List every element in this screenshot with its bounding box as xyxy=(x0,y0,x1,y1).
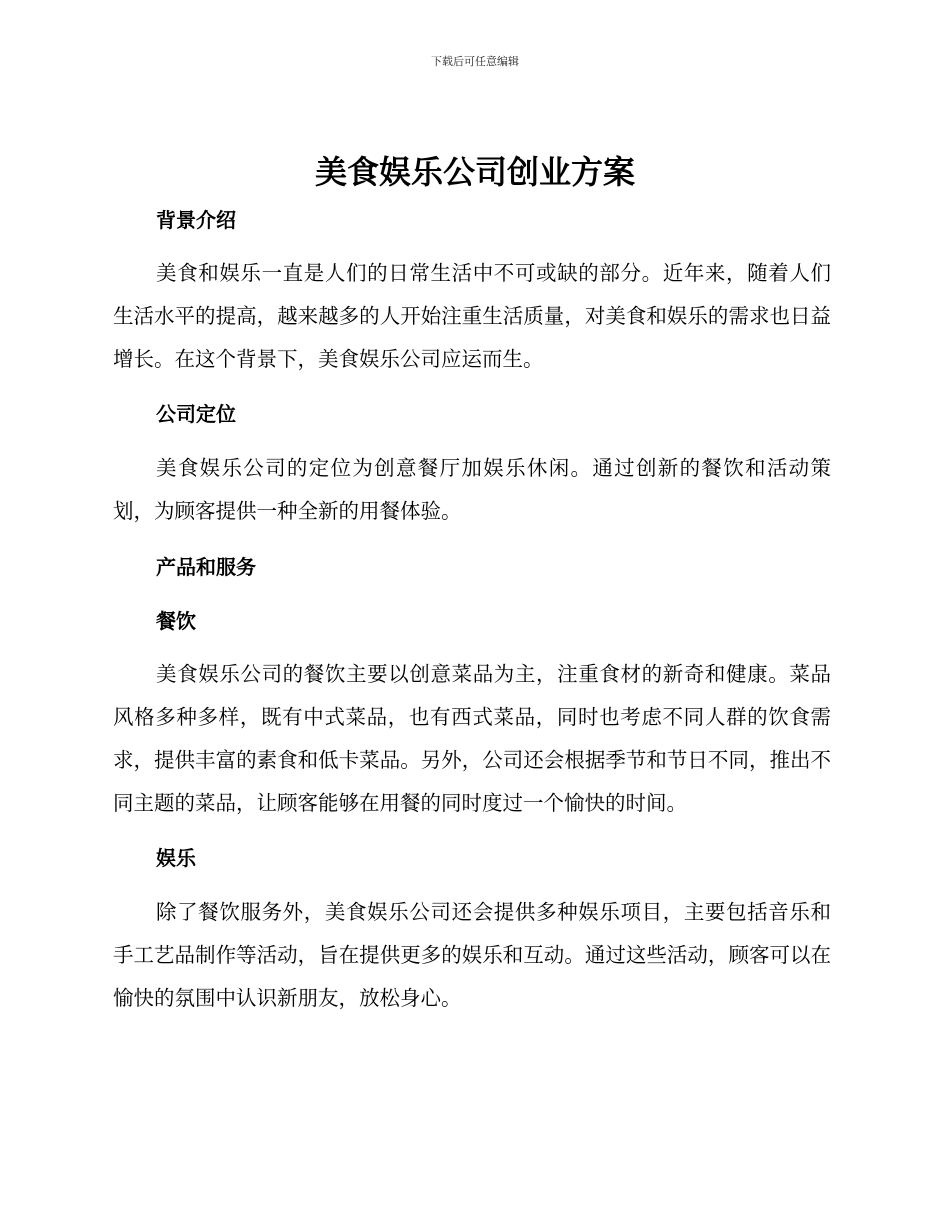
section-paragraph-background: 美食和娱乐一直是人们的日常生活中不可或缺的部分。近年来，随着人们生活水平的提高，越来越多的人开始注重生活质量，对美食和娱乐的需求也日益增长。在这个背景下，美食娱乐公司应运而生。 xyxy=(113,261,831,371)
section-paragraph-dining: 美食娱乐公司的餐饮主要以创意菜品为主，注重食材的新奇和健康。菜品风格多种多样，既有中式菜品，也有西式菜品，同时也考虑不同人群的饮食需求，提供丰富的素食和低卡菜品。另外，公司还会根据季节和节日不同，推出不同主题的菜品，让顾客能够在用餐的同时度过一个愉快的时间。 xyxy=(113,662,831,815)
section-paragraph-entertainment: 除了餐饮服务外，美食娱乐公司还会提供多种娱乐项目，主要包括音乐和手工艺品制作等活动，旨在提供更多的娱乐和互动。通过这些活动，顾客可以在愉快的氛围中认识新朋友，放松身心。 xyxy=(113,900,831,1010)
document-title: 美食娱乐公司创业方案 xyxy=(314,153,635,191)
section-heading-products: 产品和服务 xyxy=(156,555,256,579)
section-heading-dining: 餐饮 xyxy=(156,609,196,633)
section-heading-positioning: 公司定位 xyxy=(156,402,236,426)
section-heading-entertainment: 娱乐 xyxy=(156,846,196,870)
section-paragraph-positioning: 美食娱乐公司的定位为创意餐厅加娱乐休闲。通过创新的餐饮和活动策划，为顾客提供一种全新的用餐体验。 xyxy=(113,456,831,523)
section-heading-background: 背景介绍 xyxy=(156,208,236,232)
page-header-note: 下载后可任意编辑 xyxy=(431,55,519,68)
